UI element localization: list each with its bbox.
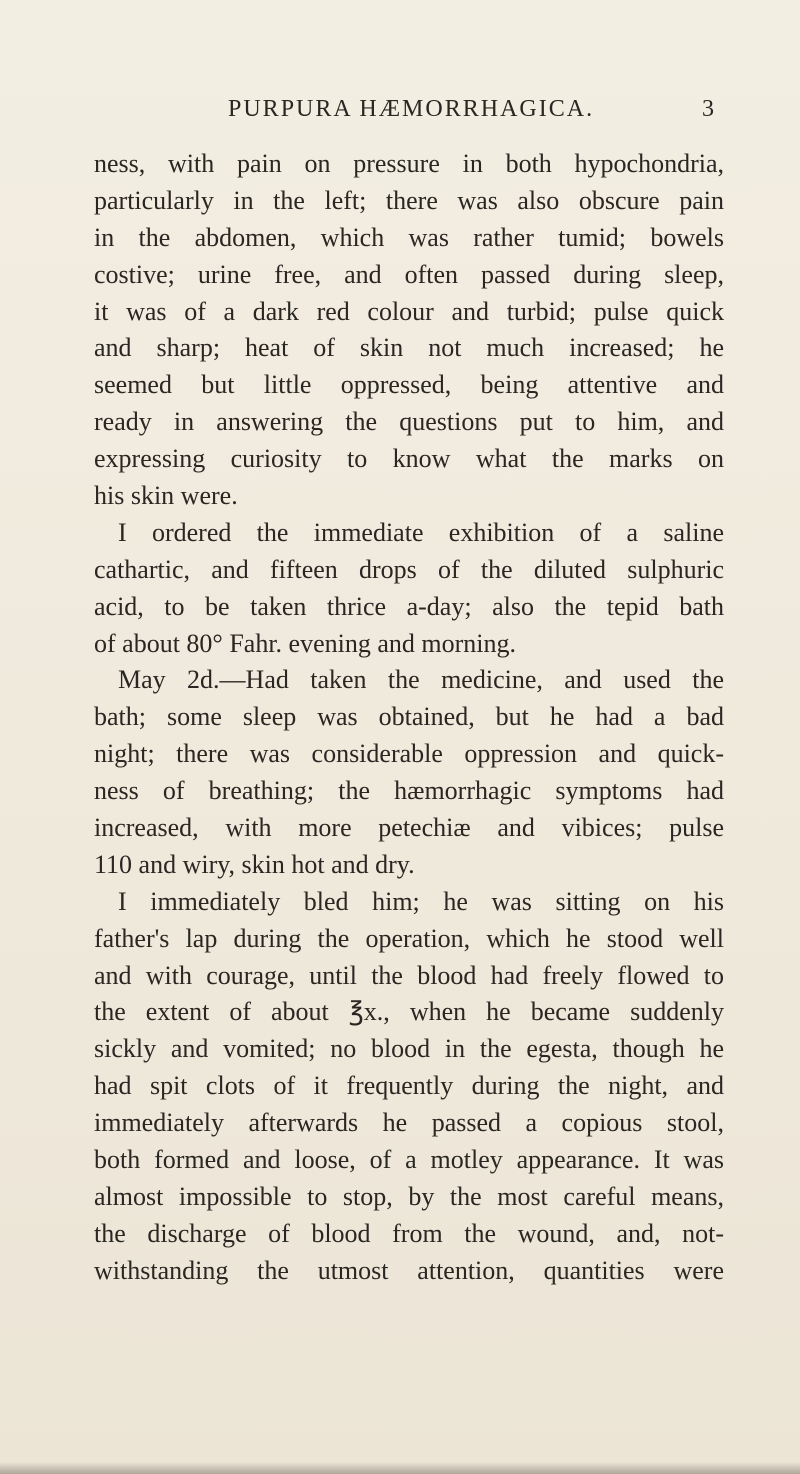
- text-line: increased, with more petechiæ and vibices; pulse: [94, 813, 724, 843]
- text-line: ness, with pain on pressure in both hypochondria,: [94, 149, 724, 178]
- text-line: the extent of about ℥x., when he became suddenly: [94, 997, 724, 1027]
- text-line: I immediately bled him; he was sitting on his: [118, 886, 724, 916]
- text-line: cathartic, and fifteen drops of the diluted sulphuric: [94, 554, 724, 584]
- text-line: May 2d.—Had taken the medicine, and used the: [118, 665, 724, 695]
- text-line: both formed and loose, of a motley appearance. It was: [94, 1145, 724, 1175]
- text-line: immediately afterwards he passed a copious stool,: [94, 1108, 724, 1138]
- text-line: particularly in the left; there was also obscure pain: [94, 185, 724, 215]
- body-text: [94, 146, 724, 1290]
- text-line: his skin were.: [94, 481, 238, 511]
- text-line: bath; some sleep was obtained, but he had a bad: [94, 702, 724, 732]
- text-line: father's lap during the operation, which he stood well: [94, 923, 724, 953]
- text-line: seemed but little oppressed, being attentive and: [94, 370, 724, 400]
- text-line: and with courage, until the blood had freely flowed to: [94, 960, 724, 990]
- text-line: it was of a dark red colour and turbid; pulse quick: [94, 296, 724, 326]
- text-line: night; there was considerable oppression and quick-: [94, 739, 724, 769]
- text-line: withstanding the utmost attention, quantities were: [94, 1255, 724, 1285]
- text-line: acid, to be taken thrice a-day; also the tepid bath: [94, 591, 724, 621]
- text-line: ready in answering the questions put to him, and: [94, 407, 724, 437]
- text-line: 110 and wiry, skin hot and dry.: [94, 849, 415, 879]
- page-number: 3: [702, 96, 714, 122]
- text-line: almost impossible to stop, by the most careful means,: [94, 1181, 724, 1211]
- text-line: and sharp; heat of skin not much increased; he: [94, 333, 724, 363]
- text-line: had spit clots of it frequently during the night, and: [94, 1071, 724, 1101]
- text-line: sickly and vomited; no blood in the egesta, though he: [94, 1034, 724, 1064]
- text-line: I ordered the immediate exhibition of a saline: [118, 517, 724, 547]
- text-line: in the abdomen, which was rather tumid; bowels: [94, 222, 724, 252]
- text-line: expressing curiosity to know what the marks on: [94, 444, 724, 474]
- page-edge-shadow: [0, 1462, 800, 1474]
- text-line: costive; urine free, and often passed during sleep,: [94, 259, 724, 289]
- text-line: of about 80° Fahr. evening and morning.: [94, 628, 516, 658]
- text-line: the discharge of blood from the wound, and, not-: [94, 1218, 724, 1248]
- running-head: [0, 96, 800, 136]
- text-line: ness of breathing; the hæmorrhagic symptoms had: [94, 776, 724, 806]
- running-title: PURPURA HÆMORRHAGICA.: [228, 96, 595, 122]
